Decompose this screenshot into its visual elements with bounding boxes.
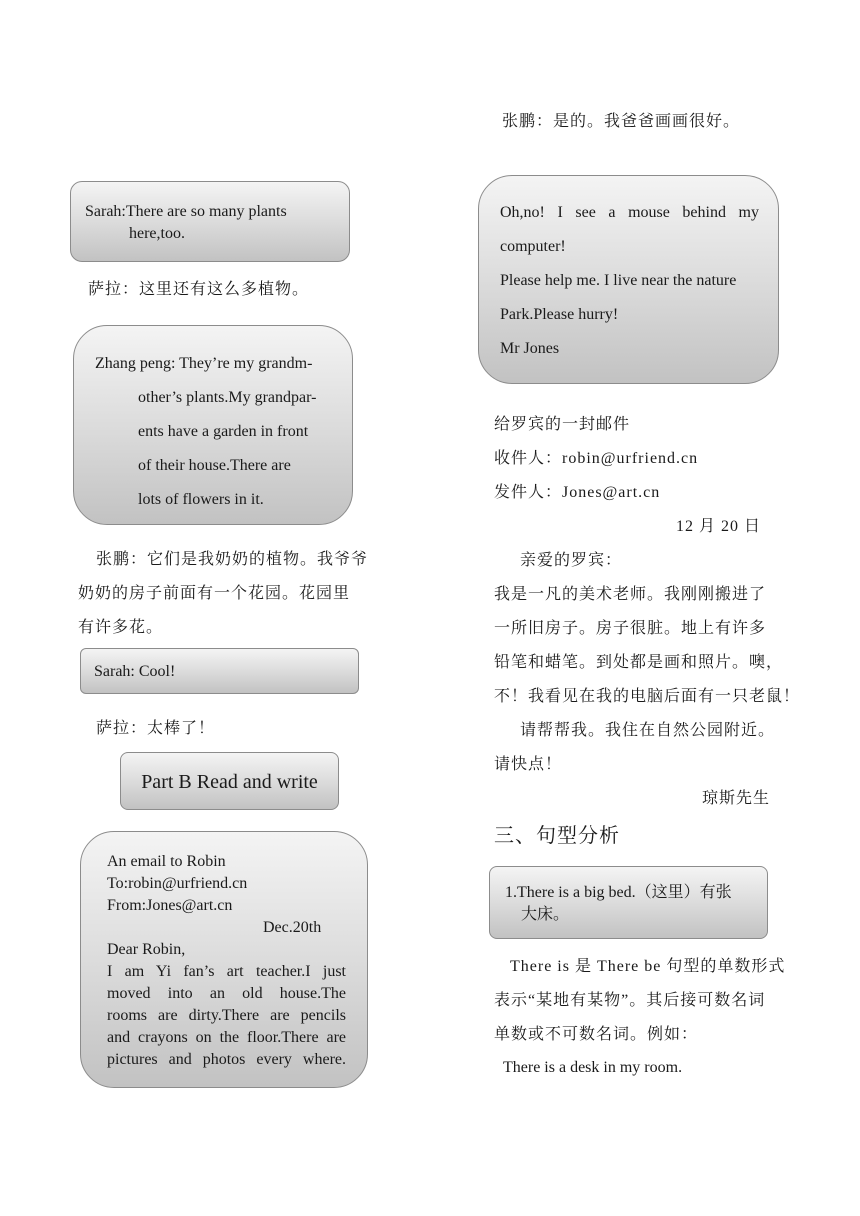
dialogue-box-sarah-plants [70, 181, 350, 262]
zhang-cn-line-3: 有许多花。 [78, 619, 164, 636]
email-cn-date: 12 月 20 日 [676, 518, 762, 535]
pattern-line-2: 大床。 [521, 906, 570, 923]
zhang-cn-line-1: 张鹏：它们是我奶奶的植物。我爷爷 [96, 551, 369, 568]
zhang-cn-line-2: 奶奶的房子前面有一个花园。花园里 [78, 585, 351, 602]
sarah-cool-text: Sarah: Cool! [94, 663, 176, 680]
zhang-translation [78, 543, 368, 645]
part-b-title: Part B Read and write [141, 771, 318, 793]
zhang-line-2: other’s plants.My grandpar- [138, 389, 317, 406]
email-cn-to: 收件人：robin@urfriend.cn [494, 450, 699, 467]
email-date: Dec.20th [263, 919, 322, 936]
explanation-line-2: 表示“某地有某物”。其后接可数名词 [494, 992, 766, 1009]
email-translation [494, 408, 800, 816]
email-cont-line-1: Oh,no! I see a mouse behind my [500, 204, 759, 221]
email-cn-body-line-5: 请帮帮我。我住在自然公园附近。 [520, 722, 776, 739]
section-heading: 三、句型分析 [494, 825, 620, 847]
email-cont-line-2: computer! [500, 238, 566, 255]
sarah-line-2: here,too. [129, 225, 185, 242]
email-subject: An email to Robin [107, 853, 226, 870]
explanation-line-3: 单数或不可数名词。例如： [494, 1026, 699, 1043]
part-b-title-box [120, 752, 339, 810]
sarah-speaker: Sarah:There are so many plants [85, 203, 287, 220]
zhang-line-1: Zhang peng: They’re my grandm- [95, 355, 313, 372]
email-cont-line-3: Please help me. I live near the nature [500, 272, 737, 289]
email-cn-body-line-3: 铅笔和蜡笔。到处都是画和照片。噢， [494, 654, 784, 671]
zhang-line-3: ents have a garden in front [138, 423, 309, 440]
email-cn-body-line-4: 不！我看见在我的电脑后面有一只老鼠！ [494, 688, 801, 705]
sarah-translation-1: 萨拉：这里还有这么多植物。 [88, 281, 310, 298]
email-cn-greeting: 亲爱的罗宾： [520, 552, 623, 569]
explanation-text [494, 950, 785, 1052]
sentence-pattern-box [489, 866, 768, 939]
sarah-translation-2: 萨拉：太棒了！ [96, 720, 216, 737]
pattern-line-1: 1.There is a big bed.（这里）有张 [505, 884, 732, 901]
email-from: From:Jones@art.cn [107, 897, 233, 914]
email-cont-line-4: Park.Please hurry! [500, 306, 619, 323]
email-cn-title: 给罗宾的一封邮件 [494, 416, 631, 433]
email-body-line-4: and crayons on the floor.There are [107, 1029, 346, 1046]
email-cont-signature: Mr Jones [500, 340, 560, 357]
dialogue-box-zhang-peng [73, 325, 353, 525]
zhang-line-4: of their house.There are [138, 457, 291, 474]
email-cn-from: 发件人：Jones@art.cn [494, 484, 661, 501]
email-cn-body-line-2: 一所旧房子。房子很脏。地上有许多 [494, 620, 767, 637]
email-cn-body-line-6: 请快点！ [494, 756, 563, 773]
example-sentence: There is a desk in my room. [503, 1059, 683, 1076]
email-cn-body-line-1: 我是一凡的美术老师。我刚刚搬进了 [494, 586, 767, 603]
explanation-line-1: There is 是 There be 句型的单数形式 [510, 958, 786, 975]
email-greeting: Dear Robin, [107, 941, 186, 958]
email-body-line-5: pictures and photos every where. [107, 1051, 346, 1068]
zhang-line-5: lots of flowers in it. [138, 491, 264, 508]
email-cn-signature: 琼斯先生 [702, 790, 771, 807]
email-box [80, 831, 368, 1088]
email-body-line-2: moved into an old house.The [107, 985, 346, 1002]
email-body-line-3: rooms are dirty.There are pencils [107, 1007, 346, 1024]
email-continuation-box [478, 175, 779, 384]
dialogue-box-sarah-cool [80, 648, 359, 694]
zhang-translation-top: 张鹏：是的。我爸爸画画很好。 [502, 113, 741, 130]
email-to: To:robin@urfriend.cn [107, 875, 248, 892]
email-body-line-1: I am Yi fan’s art teacher.I just [107, 963, 346, 980]
